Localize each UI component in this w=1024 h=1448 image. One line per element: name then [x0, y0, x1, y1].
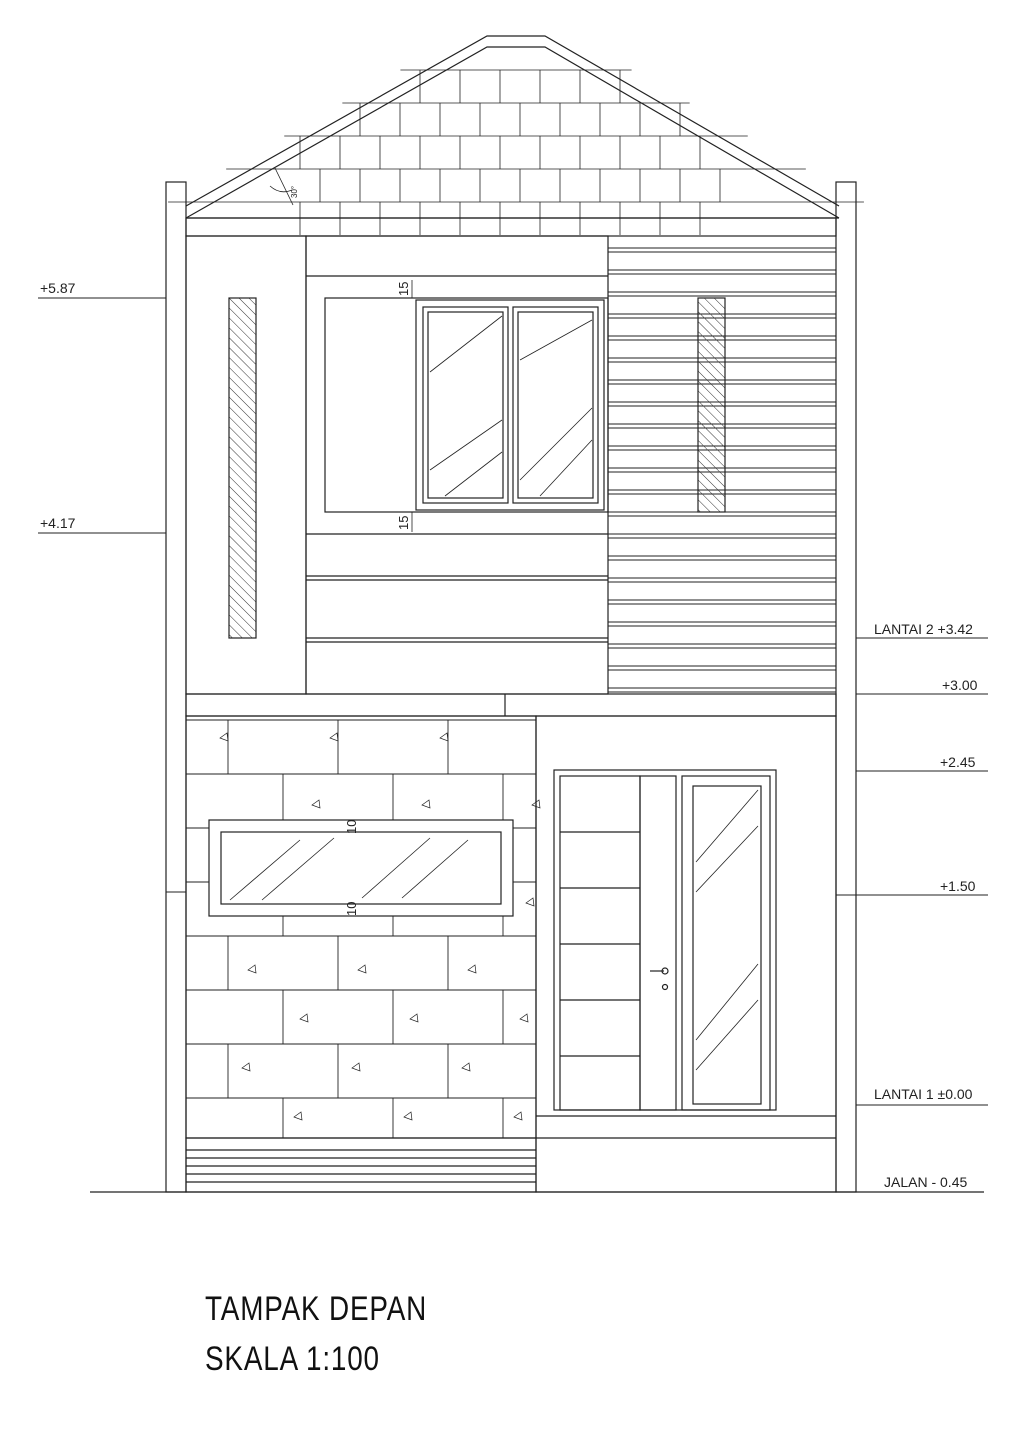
- drawing-scale: SKALA 1:100: [205, 1340, 380, 1378]
- roof-fascia: [186, 218, 836, 236]
- floor-beam: [186, 694, 836, 716]
- hatched-pillar-left: [229, 298, 256, 638]
- level-label: +3.00: [942, 677, 978, 693]
- window-dim-top: 15: [396, 281, 411, 296]
- upper-facade: [186, 236, 836, 694]
- hatched-pillar-right: [698, 298, 725, 512]
- window-dim-bottom: 15: [396, 515, 411, 530]
- front-steps: [186, 1138, 536, 1192]
- right-column: [836, 182, 856, 1192]
- level-label: +1.50: [940, 878, 976, 894]
- entrance-door[interactable]: [554, 770, 776, 1110]
- upper-window: [408, 280, 604, 532]
- level-label: LANTAI 2 +3.42: [874, 621, 973, 637]
- level-lines-right: [836, 638, 988, 1192]
- level-label: +2.45: [940, 754, 976, 770]
- roof: [168, 36, 864, 235]
- left-column: [166, 182, 186, 1192]
- level-label: JALAN - 0.45: [884, 1174, 968, 1190]
- strip-window-dim-bottom: 10: [344, 901, 359, 916]
- drawing-title: TAMPAK DEPAN: [205, 1290, 428, 1328]
- roof-angle-label: 30°: [290, 185, 299, 198]
- strip-window-dim-top: 10: [344, 819, 359, 834]
- door-handle-icon[interactable]: [650, 968, 668, 990]
- stone-cladding-wall: [186, 716, 540, 1138]
- level-label: LANTAI 1 ±0.00: [874, 1086, 973, 1102]
- level-lines-left: [38, 298, 186, 892]
- level-label: +4.17: [40, 515, 76, 531]
- window-dimension-marks: [408, 280, 416, 532]
- entrance-wall: [536, 716, 836, 1192]
- strip-window: [209, 820, 513, 916]
- level-label: +5.87: [40, 280, 76, 296]
